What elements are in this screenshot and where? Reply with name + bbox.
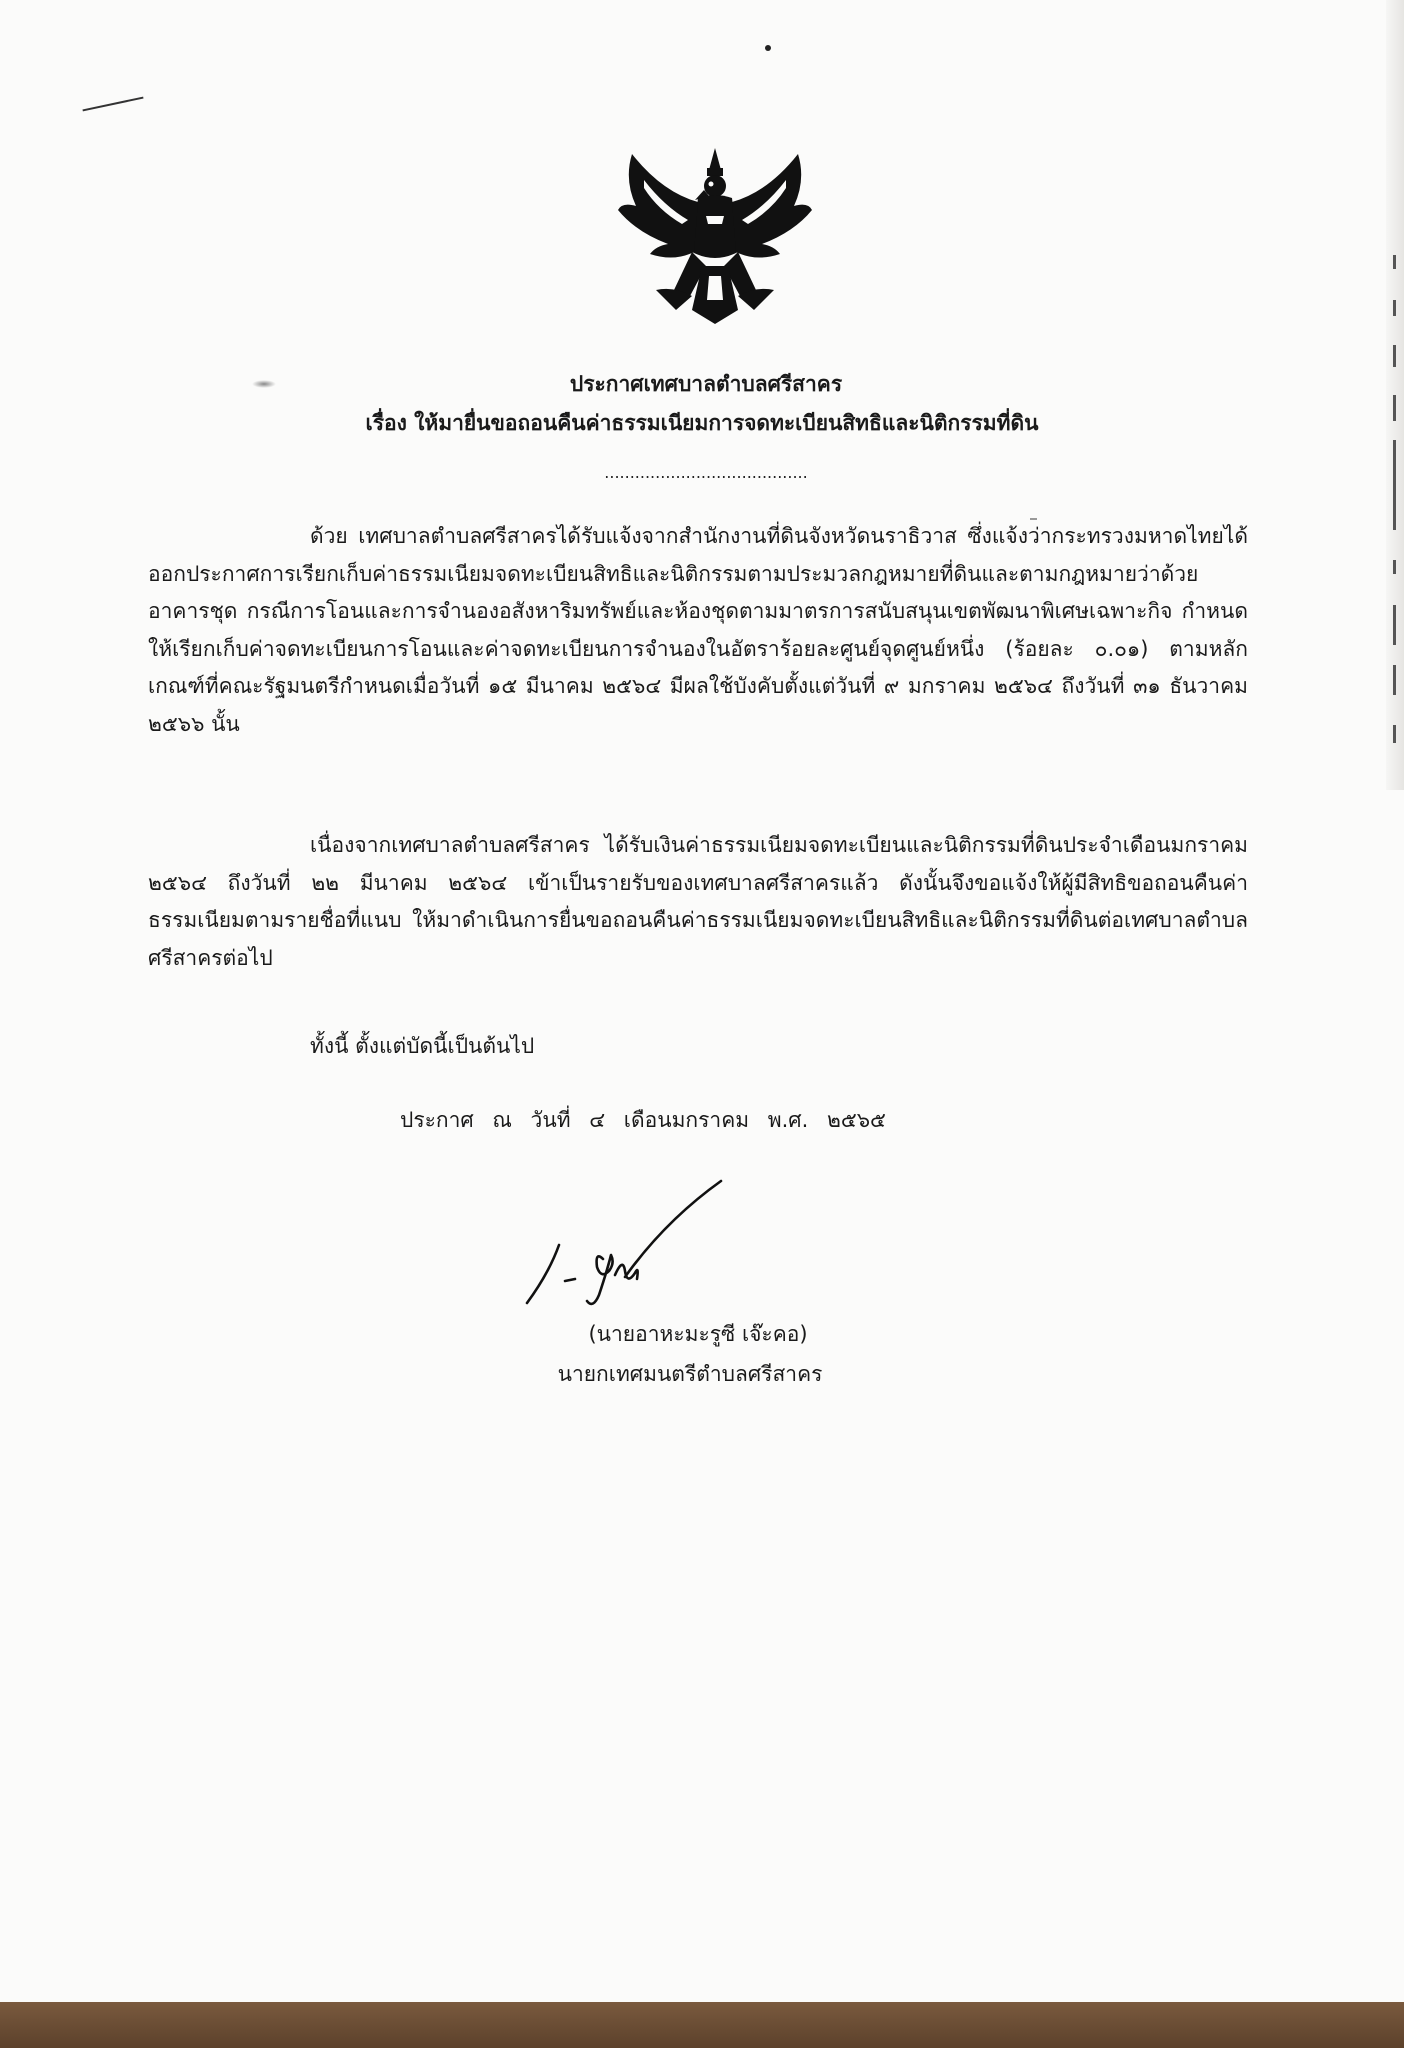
edge-mark (1393, 605, 1396, 645)
stray-pen-mark (82, 97, 143, 112)
edge-mark (1393, 665, 1396, 695)
garuda-emblem-icon (610, 140, 820, 330)
notice-subject: เรื่อง ให้มายื่นขอถอนคืนค่าธรรมเนียมการจดทะเบียนสิทธิและนิติกรรมที่ดิน (365, 411, 1039, 435)
announcement-date: ประกาศ ณ วันที่ ๔ เดือนมกราคม พ.ศ. ๒๕๖๕ (400, 1108, 886, 1132)
edge-mark (1393, 345, 1396, 367)
notice-title: ประกาศเทศบาลตำบลศรีสาคร (569, 372, 843, 396)
body-paragraph-2: เนื่องจากเทศบาลตำบลศรีสาคร ได้รับเงินค่าธรรมเนียมจดทะเบียนและนิติกรรมที่ดินประจำเดือนมกราคม ๒๕๖๔ ถึงวันที่ ๒๒ มีนาคม ๒๕๖๔ เข้าเป็นรายรับของเทศบาลศรีสาครแล้ว ดังนั้นจึงขอแจ้งให้ผู้มีสิทธิขอถอนคืนค่าธรรมเนียมตามรายชื่อที่แนบ ให้มาดำเนินการยื่นขอถอนคืนค่าธรรมเนียมจดทะเบียนสิทธิและนิติกรรมที่ดินต่อเทศบาลตำบลศรีสาครต่อไป (148, 833, 1248, 970)
dotted-separator: ........................................ (604, 463, 808, 482)
closing-statement: ทั้งนี้ ตั้งแต่บัดนี้เป็นต้นไป (310, 1034, 535, 1058)
edge-mark (1393, 300, 1396, 316)
edge-mark (1393, 560, 1396, 574)
edge-mark (1393, 725, 1396, 743)
edge-mark (1393, 440, 1396, 530)
signer-position: นายกเทศมนตรีตำบลศรีสาคร (557, 1362, 823, 1386)
signer-name: (นายอาหะมะรูซี เจ๊ะคอ) (588, 1322, 808, 1346)
handwritten-signature (515, 1175, 735, 1315)
stray-ink-dot (765, 45, 771, 51)
body-paragraph-1: ด้วย เทศบาลตำบลศรีสาครได้รับแจ้งจากสำนักงานที่ดินจังหวัดนราธิวาส ซึ่งแจ้งว่ากระทรวงมหาดไทยได้ออกประกาศการเรียกเก็บค่าธรรมเนียมจดทะเบียนสิทธิและนิติกรรมตามประมวลกฎหมายที่ดินและตามกฎหมายว่าด้วยอาคารชุด กรณีการโอนและการจำนองอสังหาริมทรัพย์และห้องชุดตามมาตรการสนับสนุนเขตพัฒนาพิเศษเฉพาะกิจ กำหนดให้เรียกเก็บค่าจดทะเบียนการโอนและค่าจดทะเบียนการจำนองในอัตราร้อยละศูนย์จุดศูนย์หนึ่ง (ร้อยละ ๐.๐๑) ตามหลักเกณฑ์ที่คณะรัฐมนตรีกำหนดเมื่อวันที่ ๑๕ มีนาคม ๒๕๖๔ มีผลใช้บังคับตั้งแต่วันที่ ๙ มกราคม ๒๕๖๔ ถึงวันที่ ๓๑ ธันวาคม ๒๕๖๖ นั้น (148, 524, 1248, 736)
edge-mark (1393, 255, 1396, 269)
table-surface-edge (0, 2002, 1404, 2048)
